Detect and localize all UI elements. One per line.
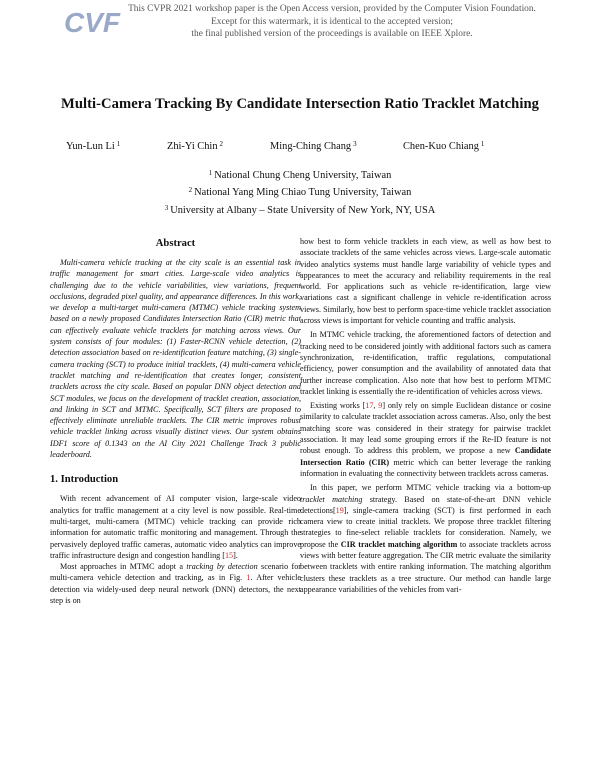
author-3 — [270, 140, 357, 152]
citation-link[interactable]: 15 — [224, 550, 234, 560]
affil-text: National Yang Ming Chiao Tung University, Taiwan — [194, 187, 412, 199]
watermark-line: This CVPR 2021 workshop paper is the Open Access version, provided by the Computer Vision Foundation. — [128, 4, 536, 14]
author-1 — [66, 140, 120, 152]
svg-text:CVF: CVF — [64, 7, 120, 38]
text-run: , — [373, 401, 379, 411]
text-run: metric which can better leverage the ranking information in evaluating the connectivity between tracklets across cameras. — [300, 457, 551, 478]
affiliation-3 — [0, 201, 600, 218]
figure-link[interactable]: 1 — [246, 573, 251, 583]
text-run: ]. — [233, 550, 238, 560]
text-run-bold: Candidate Intersection Ratio (CIR) — [300, 446, 551, 467]
text-run: In this paper, we perform MTMC vehicle tracking via a bottom-up — [310, 483, 551, 493]
affil-mark: 1 — [208, 169, 213, 177]
affiliation-list — [0, 166, 600, 218]
body-paragraph-1: how best to form vehicle tracklets in each view, as well as how best to associate tracklets of the same vehicles across views. Large-scale automatic video analytics systems must handle large variability of vehicle types and appearances to meet the accuracy and reliability requirements in the real world. For applications such as vehicle re-identification, large view variations cast a significant challenge in vehicle re-identification across views. Similarly, how best to perform space-time vehicle tracklet association across views is important for vehicle counting and traffic analysis. — [300, 237, 551, 326]
watermark-text — [112, 3, 552, 41]
text-run: to associate tracklets across views with better feature aggregation. The CIR metric evaluate the similarity between tracklets with entire ranking information. The matching algorithm clusters these tracklets as a tree structure. Our method can handle large appearance variabilities of the vehicles from vari- — [300, 539, 551, 594]
text-run-italic: tracklet matching — [300, 494, 363, 504]
section-heading-introduction: 1. Introduction — [50, 474, 119, 486]
author-2 — [167, 140, 223, 152]
text-run: ] only rely on simple Euclidean distance or cosine similarity to calculate tracklet association across cameras. Also, only the best matching score was considered in their strategy for pairwise tracklet association. It may lead some grouping errors if the Re-ID feature is not robust enough. To address this problem, we propose a new — [300, 401, 552, 456]
abstract-text: Multi-camera vehicle tracking at the city scale is an essential task in traffic management for smart cities. Large-scale video analytics is challenging due to the vehicle variabilities, view variations, frequent occlusions, degraded pixel quality, and appearance differences. In this work, we develop a multi-target multi-camera (MTMC) vehicle tracking system based on a newly proposed Candidates Intersection Ratio (CIR) metric that can effectively evaluate vehicle tracklets for matching across views. Our system consists of four modules: (1) Faster-RCNN vehicle detection, (2) detection association based on re-identification feature matching, (3) single-camera tracking (SCT) to produce initial tracklets, (4) multi-camera vehicle tracklet matching and re-identification that creates longer, consistent tracklets across the city scale. Based on popular DNN object detection and SCT modules, we focus on the development of tracklet creation, association, and linking in SCT and MTMC. Specifically, SCT filters are proposed to effectively eliminate unreliable tracklets. The CIR metric improves robust vehicle tracklet linking across visually distinct views. Our system obtains IDF1 score of 0.1343 on the AI City 2021 Challenge Track 3 public leaderboard. — [50, 258, 301, 460]
abstract-heading: Abstract — [155, 238, 196, 249]
author-list — [0, 140, 600, 154]
text-run: strategy. Based on state-of-the-art DNN vehicle detections[ — [300, 494, 551, 515]
watermark-header — [0, 0, 600, 44]
author-affil-mark: 2 — [219, 140, 224, 148]
author-4 — [403, 140, 484, 152]
body-paragraph-3 — [300, 400, 551, 479]
affil-text: National Chung Cheng University, Taiwan — [214, 170, 392, 181]
text-run: Existing works [ — [310, 401, 366, 411]
author-affil-mark: 3 — [353, 140, 357, 148]
right-column — [300, 236, 551, 595]
citation-link[interactable]: 19 — [335, 505, 344, 515]
watermark-line: Except for this watermark, it is identical to the accepted version; — [211, 16, 453, 27]
affil-mark: 2 — [188, 186, 193, 195]
paper-title: Multi-Camera Tracking By Candidate Intersection Ratio Tracklet Matching — [61, 96, 539, 112]
text-run: Most approaches in MTMC adopt a — [60, 562, 187, 572]
body-paragraph-2: In MTMC vehicle tracking, the aforementioned factors of detection and tracking need to be considered jointly with additional factors such as camera synchronization, re-identification, traffic regulations, computational efficiency, power consumption and the availability of annotated data that further increase complication. Also note that how best to perform MTMC tracklet linking is essentially the re-identification of vehicles across views. — [300, 330, 551, 396]
text-run-italic: tracking by detection — [186, 562, 258, 572]
text-run: With recent advancement of AI computer vision, large-scale video analytics for traffic management at a city level is now possible. Real-time multi-target, multi-camera (MTMC) vehicle tracking can provide rich information for automatic traffic monitoring and management. Through the pervasively deployed traffic cameras, automatic video analytics can improve traffic infrastructure design and congestion handling [ — [50, 494, 301, 560]
author-name: Ming-Ching Chang — [270, 141, 352, 152]
affil-mark: 3 — [164, 203, 169, 212]
intro-paragraph-1 — [50, 493, 301, 561]
affiliation-2 — [0, 183, 600, 200]
author-name: Yun-Lun Li — [66, 141, 115, 152]
citation-link[interactable]: 9 — [378, 401, 383, 411]
cvf-logo-icon — [64, 5, 120, 39]
author-affil-mark: 1 — [480, 140, 485, 148]
author-name: Zhi-Yi Chin — [167, 141, 218, 152]
intro-paragraph-2 — [50, 561, 301, 606]
text-run: . After vehicle detection via widely-used deep neural network (DNN) detectors, the next step is on — [50, 573, 302, 606]
affiliation-1 — [0, 166, 600, 183]
watermark-line: the final published version of the proceedings is available on IEEE Xplore. — [191, 29, 473, 40]
affil-text: University at Albany – State University of New York, NY, USA — [170, 204, 436, 216]
body-paragraph-4 — [300, 482, 551, 595]
text-run-bold: CIR tracklet matching algorithm — [340, 539, 458, 549]
author-name: Chen-Kuo Chiang — [403, 141, 479, 152]
text-run: scenario for multi-camera vehicle detection and tracking, as in Fig. — [50, 562, 301, 583]
citation-link[interactable]: 17 — [365, 401, 374, 411]
left-column — [50, 238, 301, 606]
text-run: ], single-camera tracking (SCT) is first performed in each camera view to create initial tracklets. We propose three tracklet filtering strategies to fine-select reliable tracklets for consideration. Namely, we propose the — [300, 505, 551, 549]
author-affil-mark: 1 — [116, 140, 121, 148]
